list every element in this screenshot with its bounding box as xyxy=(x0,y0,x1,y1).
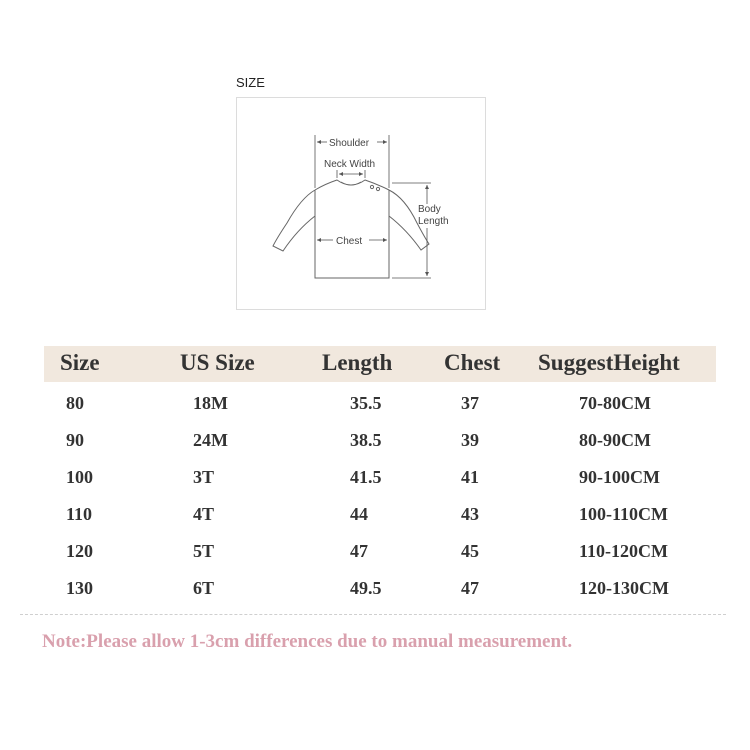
cell-size: 100 xyxy=(66,467,93,487)
cell-size: 80 xyxy=(66,393,84,413)
sweater-outline-icon xyxy=(237,98,487,311)
cell-chest: 39 xyxy=(461,430,479,450)
cell-length: 38.5 xyxy=(350,430,382,450)
chest-label: Chest xyxy=(336,236,363,247)
header-size: Size xyxy=(60,350,100,375)
cell-length: 44 xyxy=(350,504,368,524)
cell-us-size: 6T xyxy=(193,578,215,598)
cell-chest: 45 xyxy=(461,541,479,561)
cell-chest: 47 xyxy=(461,578,479,598)
header-us-size: US Size xyxy=(180,350,255,375)
cell-us-size: 4T xyxy=(193,504,215,524)
cell-suggest-height: 100-110CM xyxy=(579,504,668,524)
header-chest: Chest xyxy=(444,350,501,375)
cell-length: 35.5 xyxy=(350,393,382,413)
neck-width-label: Neck Width xyxy=(324,159,376,170)
cell-suggest-height: 90-100CM xyxy=(579,467,660,487)
cell-us-size: 18M xyxy=(193,393,228,413)
cell-chest: 41 xyxy=(461,467,479,487)
cell-size: 90 xyxy=(66,430,84,450)
body-length-label-line2: Length xyxy=(418,216,449,227)
size-diagram-title: SIZE xyxy=(236,75,265,90)
cell-us-size: 24M xyxy=(193,430,228,450)
garment-diagram xyxy=(236,97,486,310)
cell-suggest-height: 80-90CM xyxy=(579,430,651,450)
cell-suggest-height: 70-80CM xyxy=(579,393,651,413)
body-length-label-line1: Body xyxy=(418,204,441,215)
measurement-note: Note:Please allow 1-3cm differences due to manual measurement. xyxy=(42,631,573,652)
cell-chest: 43 xyxy=(461,504,479,524)
cell-length: 41.5 xyxy=(350,467,382,487)
cell-size: 120 xyxy=(66,541,93,561)
cell-size: 130 xyxy=(66,578,93,598)
cell-chest: 37 xyxy=(461,393,479,413)
cell-size: 110 xyxy=(66,504,93,524)
cell-us-size: 3T xyxy=(193,467,215,487)
header-length: Length xyxy=(322,350,393,375)
shoulder-label: Shoulder xyxy=(329,138,370,149)
header-suggest-height: SuggestHeight xyxy=(538,350,680,375)
cell-length: 49.5 xyxy=(350,578,382,598)
cell-us-size: 5T xyxy=(193,541,215,561)
cell-suggest-height: 120-130CM xyxy=(579,578,669,598)
cell-suggest-height: 110-120CM xyxy=(579,541,668,561)
cell-length: 47 xyxy=(350,541,368,561)
dashed-divider xyxy=(20,614,726,615)
